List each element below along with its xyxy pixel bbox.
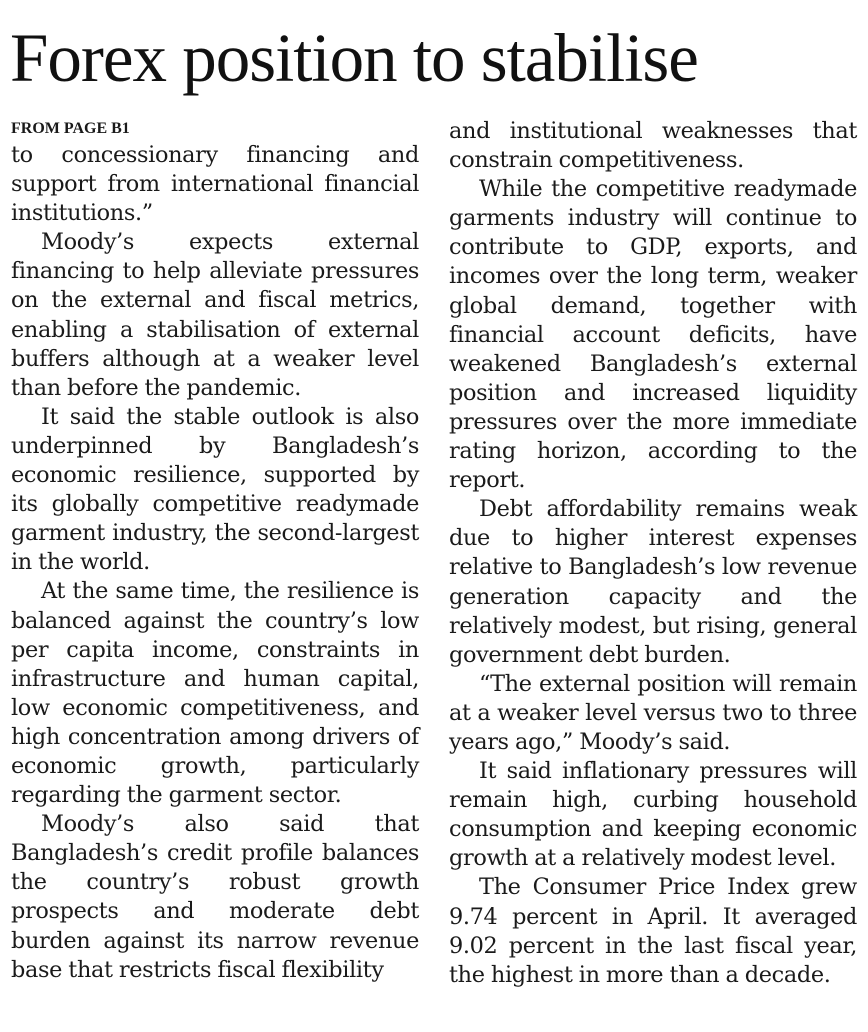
paragraph: While the competitive readymade garments industry will continue to contribute to GDP, exports, and incomes over the long term, weaker global demand, together with financial account deficits, have weakened Bangladesh’s external position and increased liquidity pressures over the more immediate rating horizon, according to the report. [449, 176, 857, 494]
continuation-kicker: FROM PAGE B1 [11, 120, 130, 137]
right-column [449, 117, 857, 990]
paragraph: Debt affordability remains weak due to higher interest expenses relative to Bangladesh’s low revenue generation capacity and the relatively modest, but rising, general government debt burden. [449, 496, 857, 668]
left-column [11, 117, 419, 985]
paragraph: Moody’s also said that Bangladesh’s credit profile balances the country’s robust growth prospects and moderate debt burden against its narrow revenue base that restricts fiscal flexibility [11, 811, 419, 983]
paragraph: “The external position will remain at a weaker level versus two to three years ago,” Moody’s said. [449, 670, 857, 755]
headline: Forex position to stabilise [10, 20, 698, 96]
paragraph: The Consumer Price Index grew 9.74 percent in April. It averaged 9.02 percent in the last fiscal year, the highest in more than a decade. [449, 874, 857, 988]
paragraph: At the same time, the resilience is balanced against the country’s low per capita income, constraints in infrastructure and human capital, low economic competitiveness, and high concentration among drivers of economic growth, particularly regarding the garment sector. [11, 578, 419, 809]
paragraph: to concessionary financing and support from international financial institutions.” [11, 142, 419, 227]
paragraph: It said the stable outlook is also underpinned by Bangladesh’s economic resilience, supported by its globally competitive readymade garment industry, the second-largest in the world. [11, 403, 419, 576]
paragraph: Moody’s expects external financing to help alleviate pressures on the external and fiscal metrics, enabling a stabilisation of external buffers although at a weaker level than before the pandemic. [11, 229, 419, 401]
paragraph: and institutional weaknesses that constrain competitiveness. [449, 118, 857, 174]
paragraph: It said inflationary pressures will remain high, curbing household consumption and keeping economic growth at a relatively modest level. [449, 758, 857, 872]
